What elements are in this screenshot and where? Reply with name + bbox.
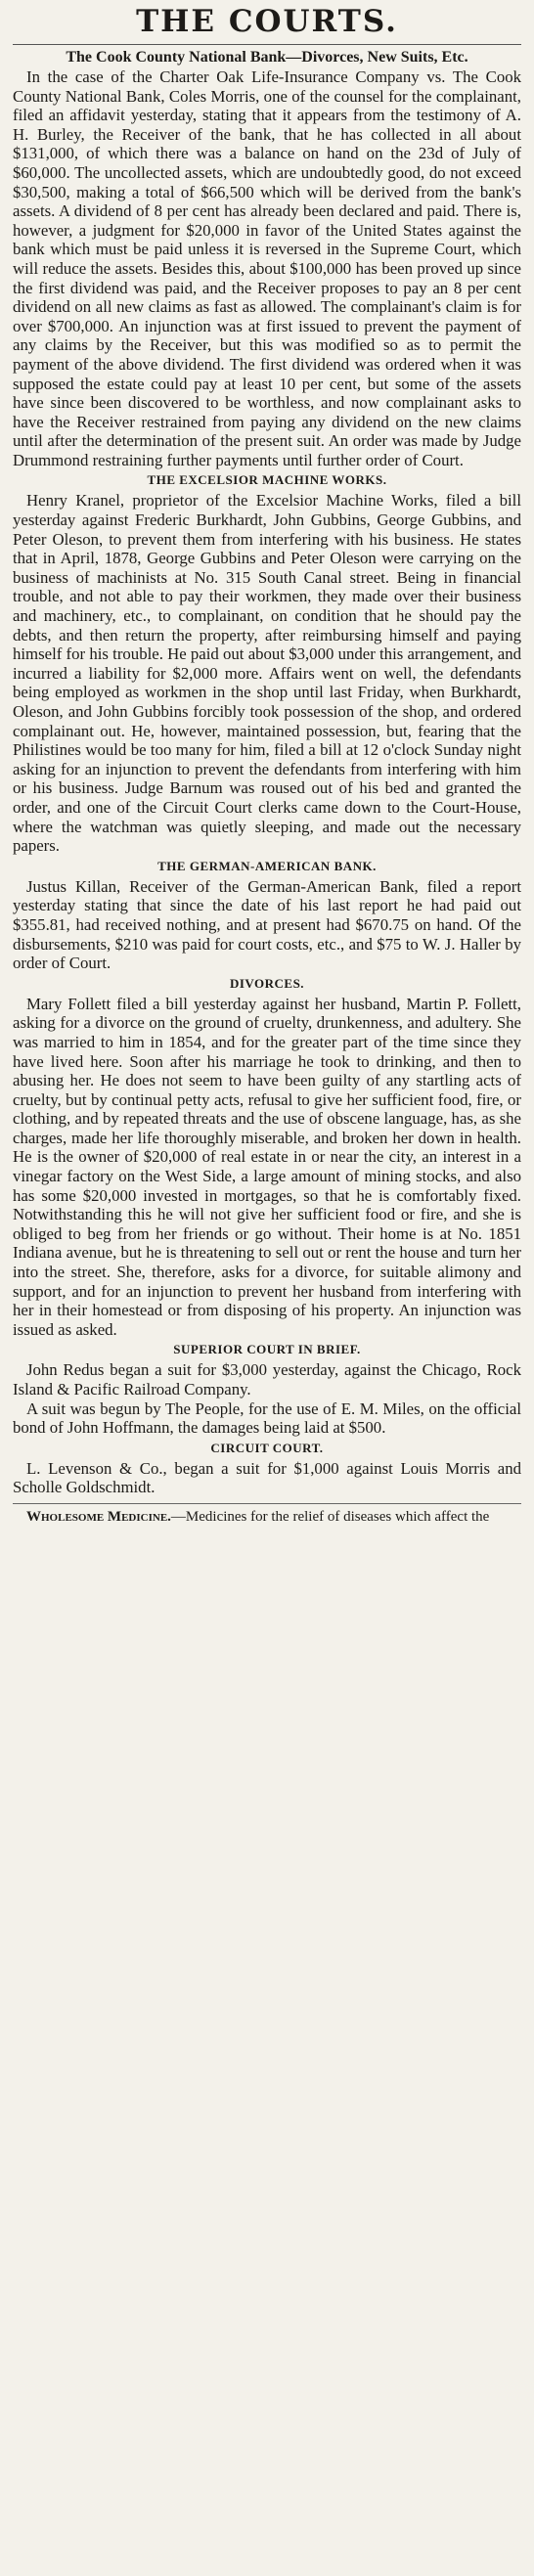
next-article-teaser bbox=[13, 1508, 521, 1526]
divorces-paragraph: Mary Follett filed a bill yesterday against her husband, Martin P. Follett, asking for a divorce on the ground of cruelty, drunkenness, and adultery. She was married to him in 1854, and for the greater part of the time since they have lived here. Soon after his marriage he took to drinking, and then to abusing her. He does not seem to have been guilty of any startling acts of cruelty, but by continual petty acts, refusal to give her sufficient food, fire, or clothing, and by repeated threats and the use of obscene language, has, as she charges, made her life thoroughly miserable, and broken her down in health. He is the owner of $20,000 of real estate in or near the city, an interest in a vinegar factory on the West Side, a large amount of mining stocks, and also has some $20,000 invested in mortgages, so that he is comfortably fixed. Notwithstanding this he will not give her sufficient food or fire, and she is obliged to beg from her friends or go without. Their home is at No. 1851 Indiana avenue, but he is threatening to sell out or rent the house and turn her into the street. She, therefore, asks for a divorce, for suitable alimony and support, and for an injunction to prevent her husband from interfering with her in their homestead or from disposing of his property. An injunction was issued as asked. bbox=[13, 994, 521, 1339]
excelsior-paragraph: Henry Kranel, proprietor of the Excelsior Machine Works, filed a bill yesterday against Frederic Burkhardt, John Gubbins, George Gubbins, and Peter Oleson, to prevent them from interfering with his business. He states that in April, 1878, George Gubbins and Peter Oleson were carrying on the business of machinists at No. 315 South Canal street. Being in financial trouble, and not able to pay their workmen, they made over their business and machinery, etc., to complainant, on condition that he should pay the debts, and then return the property, after reimbursing himself and paying himself for his trouble. He paid out about $3,000 under this arrangement, and incurred a liability for $2,000 more. Affairs went on well, the defendants being employed as workmen in the shop until last Friday, when Burkhardt, Oleson, and John Gubbins forcibly took possession of the shop, and ordered complainant out. He, however, maintained possession, but, fearing that the Philistines would be too many for him, filed a bill at 12 o'clock Sunday night asking for an injunction to prevent the defendants from interfering with him or his business. Judge Barnum was roused out of his bed and granted the order, and one of the Circuit Court clerks came down to the Court-House, where the watchman was quietly sleeping, and made out the necessary papers. bbox=[13, 491, 521, 856]
lead-headline: The Cook County National Bank—Divorces, New Suits, Etc. bbox=[66, 49, 468, 66]
title-rule bbox=[13, 44, 521, 45]
superior-court-paragraph-1: John Redus began a suit for $3,000 yesterday, against the Chicago, Rock Island & Pacific Railroad Company. bbox=[13, 1360, 521, 1399]
section-heading-excelsior: THE EXCELSIOR MACHINE WORKS. bbox=[147, 472, 387, 488]
article-column bbox=[13, 0, 521, 1526]
next-article-text: —Medicines for the relief of diseases which affect the bbox=[170, 1508, 490, 1525]
lead-paragraph: In the case of the Charter Oak Life-Insurance Company vs. The Cook County National Bank, Coles Morris, one of the counsel for the complainant, filed an affidavit yesterday, stating that it appears from the testimony of A. H. Burley, the Receiver of the bank, that he has collected in all about $131,000, of which there was a balance on hand on the 23d of July of $60,000. The uncollected assets, which are undoubtedly good, do not exceed $30,500, making a total of $66,500 which will be derived from the bank's assets. A dividend of 8 per cent has already been declared and paid. There is, however, a judgment for $20,000 in favor of the United States against the bank which must be paid unless it is reversed in the Supreme Court, which will reduce the assets. Besides this, about $100,000 has been proved up since the first dividend was paid, and the Receiver proposes to pay an 8 per cent dividend on all new claims as fast as allowed. The complainant's claim is for over $700,000. An injunction was at first issued to prevent the payment of any claims by the Receiver, but this was modified so as to permit the payment of the above dividend. The first dividend was ordered when it was supposed the estate could pay at least 10 per cent, but some of the assets have since been discovered to be worthless, and now complainant asks to have the Receiver restrained from paying any dividend on the new claims until after the determination of the present suit. An order was made by Judge Drummond restraining further payments until further order of Court. bbox=[13, 67, 521, 469]
section-heading-divorces: DIVORCES. bbox=[229, 975, 305, 991]
section-heading-circuit-court: CIRCUIT COURT. bbox=[210, 1440, 324, 1455]
superior-court-paragraph-2: A suit was begun by The People, for the use of E. M. Miles, on the official bond of John Hoffmann, the damages being laid at $500. bbox=[13, 1399, 521, 1438]
german-american-paragraph: Justus Killan, Receiver of the German-American Bank, filed a report yesterday stating that since the date of his last report he had paid out $355.81, had received nothing, and at present had $670.75 on hand. Of the disbursements, $210 was paid for court costs, etc., and $75 to W. J. Haller by order of Court. bbox=[13, 876, 521, 973]
section-heading-superior-court: SUPERIOR COURT IN BRIEF. bbox=[173, 1342, 361, 1357]
circuit-court-paragraph: L. Levenson & Co., began a suit for $1,000 against Louis Morris and Scholle Goldschmidt. bbox=[13, 1458, 521, 1497]
section-heading-german-american-bank: THE GERMAN-AMERICAN BANK. bbox=[157, 858, 377, 873]
next-article-headline: Wholesome Medicine. bbox=[26, 1508, 171, 1525]
article-title: THE COURTS. bbox=[136, 4, 398, 39]
section-divider bbox=[13, 1503, 521, 1504]
